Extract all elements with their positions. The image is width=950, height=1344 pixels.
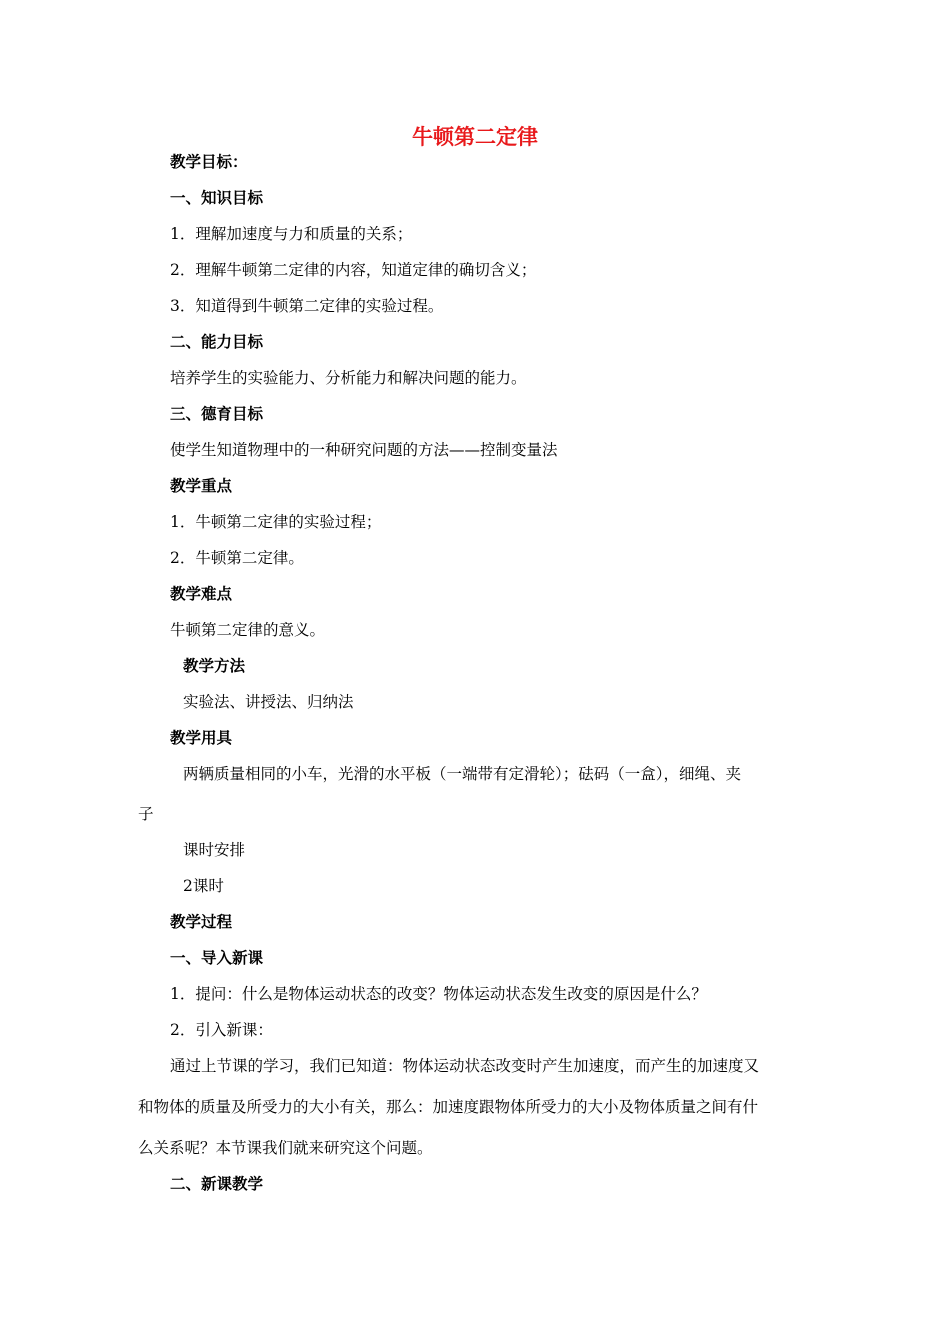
heading-tools: 教学用具 xyxy=(170,729,233,747)
text-line: 1．牛顿第二定律的实验过程； xyxy=(170,513,382,531)
text-line: 1．提问：什么是物体运动状态的改变？物体运动状态发生改变的原因是什么？ xyxy=(170,985,707,1003)
heading-knowledge: 一、知识目标 xyxy=(170,189,264,207)
heading-difficulties: 教学难点 xyxy=(170,585,233,603)
text-line: 2课时 xyxy=(183,877,224,895)
page-title: 牛顿第二定律 xyxy=(412,125,538,149)
text-line: 1．理解加速度与力和质量的关系； xyxy=(170,225,413,243)
heading-ability: 二、能力目标 xyxy=(170,333,264,351)
text-line: 2．理解牛顿第二定律的内容，知道定律的确切含义； xyxy=(170,261,537,279)
text-line: 培养学生的实验能力、分析能力和解决问题的能力。 xyxy=(170,369,527,387)
text-line: 牛顿第二定律的意义。 xyxy=(170,621,326,639)
text-line: 2．引入新课： xyxy=(170,1021,273,1039)
text-line: 使学生知道物理中的一种研究问题的方法——控制变量法 xyxy=(170,441,558,459)
text-line: 通过上节课的学习，我们已知道：物体运动状态改变时产生加速度，而产生的加速度又 xyxy=(170,1057,760,1075)
text-line: 两辆质量相同的小车，光滑的水平板（一端带有定滑轮）；砝码（一盒），细绳、夹 xyxy=(183,765,742,783)
text-line: 2．牛顿第二定律。 xyxy=(170,549,304,567)
heading-methods: 教学方法 xyxy=(183,657,246,675)
text-line: 么关系呢？本节课我们就来研究这个问题。 xyxy=(138,1139,433,1157)
heading-process: 教学过程 xyxy=(170,913,233,931)
heading-moral: 三、德育目标 xyxy=(170,405,264,423)
text-line: 3．知道得到牛顿第二定律的实验过程。 xyxy=(170,297,444,315)
heading-objectives: 教学目标： xyxy=(170,153,248,171)
text-line: 实验法、讲授法、归纳法 xyxy=(183,693,354,711)
heading-intro: 一、导入新课 xyxy=(170,949,264,967)
text-line: 和物体的质量及所受力的大小有关，那么：加速度跟物体所受力的大小及物体质量之间有什 xyxy=(138,1098,759,1116)
text-line: 子 xyxy=(138,805,154,823)
heading-key-points: 教学重点 xyxy=(170,477,233,495)
heading-new-lesson: 二、新课教学 xyxy=(170,1175,264,1193)
text-line: 课时安排 xyxy=(183,841,246,859)
